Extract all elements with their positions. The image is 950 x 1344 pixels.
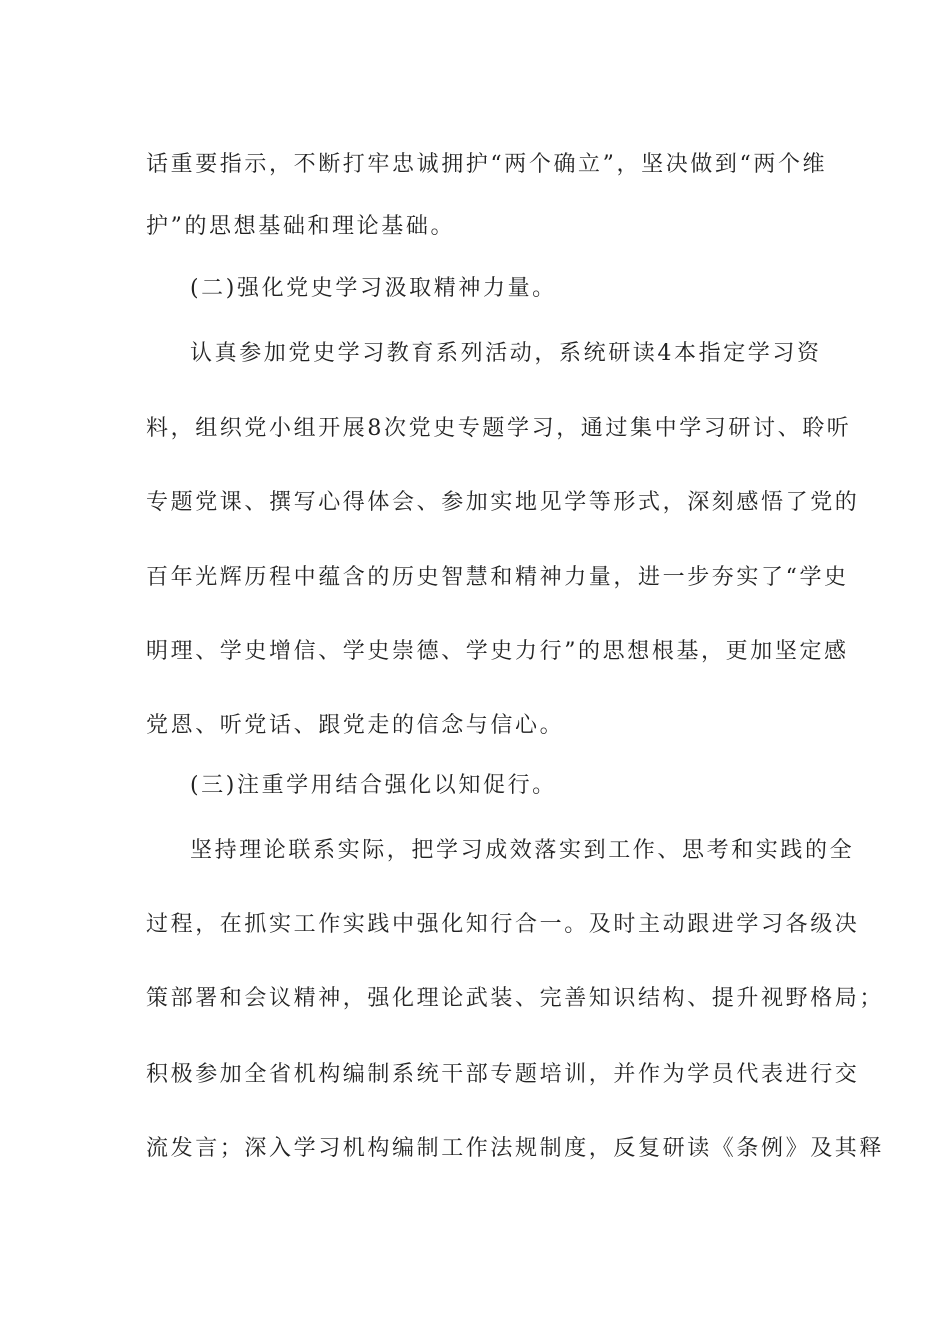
text-line-12: 过程，在抓实工作实践中强化知行合一。及时主动跟进学习各级决 (146, 912, 860, 937)
text-line-7: 百年光辉历程中蕴含的历史智慧和精神力量，进一步夯实了“学史 (146, 565, 849, 590)
text-line-2: 护”的思想基础和理论基础。 (146, 214, 456, 239)
text-line-6: 专题党课、撰写心得体会、参加实地见学等形式，深刻感悟了党的 (146, 490, 860, 515)
text-line-5: 料，组织党小组开展8次党史专题学习，通过集中学习研讨、聆听 (146, 416, 852, 441)
text-line-9: 党恩、听党话、跟党走的信念与信心。 (146, 713, 565, 738)
section-heading-3: (三)注重学用结合强化以知促行。 (190, 773, 557, 798)
section-heading-2: (二)强化党史学习汲取精神力量。 (190, 276, 557, 301)
text-line-14: 积极参加全省机构编制系统干部专题培训，并作为学员代表进行交 (146, 1062, 860, 1087)
text-line-11: 坚持理论联系实际，把学习成效落实到工作、思考和实践的全 (190, 838, 855, 863)
text-line-1: 话重要指示，不断打牢忠诚拥护“两个确立”，坚决做到“两个维 (146, 152, 828, 177)
text-line-8: 明理、学史增信、学史崇德、学史力行”的思想根基，更加坚定感 (146, 639, 849, 664)
text-line-13: 策部署和会议精神，强化理论武装、完善知识结构、提升视野格局； (146, 986, 885, 1011)
text-line-15: 流发言；深入学习机构编制工作法规制度，反复研读《条例》及其释 (146, 1136, 885, 1161)
text-line-4: 认真参加党史学习教育系列活动，系统研读4本指定学习资 (190, 341, 822, 366)
